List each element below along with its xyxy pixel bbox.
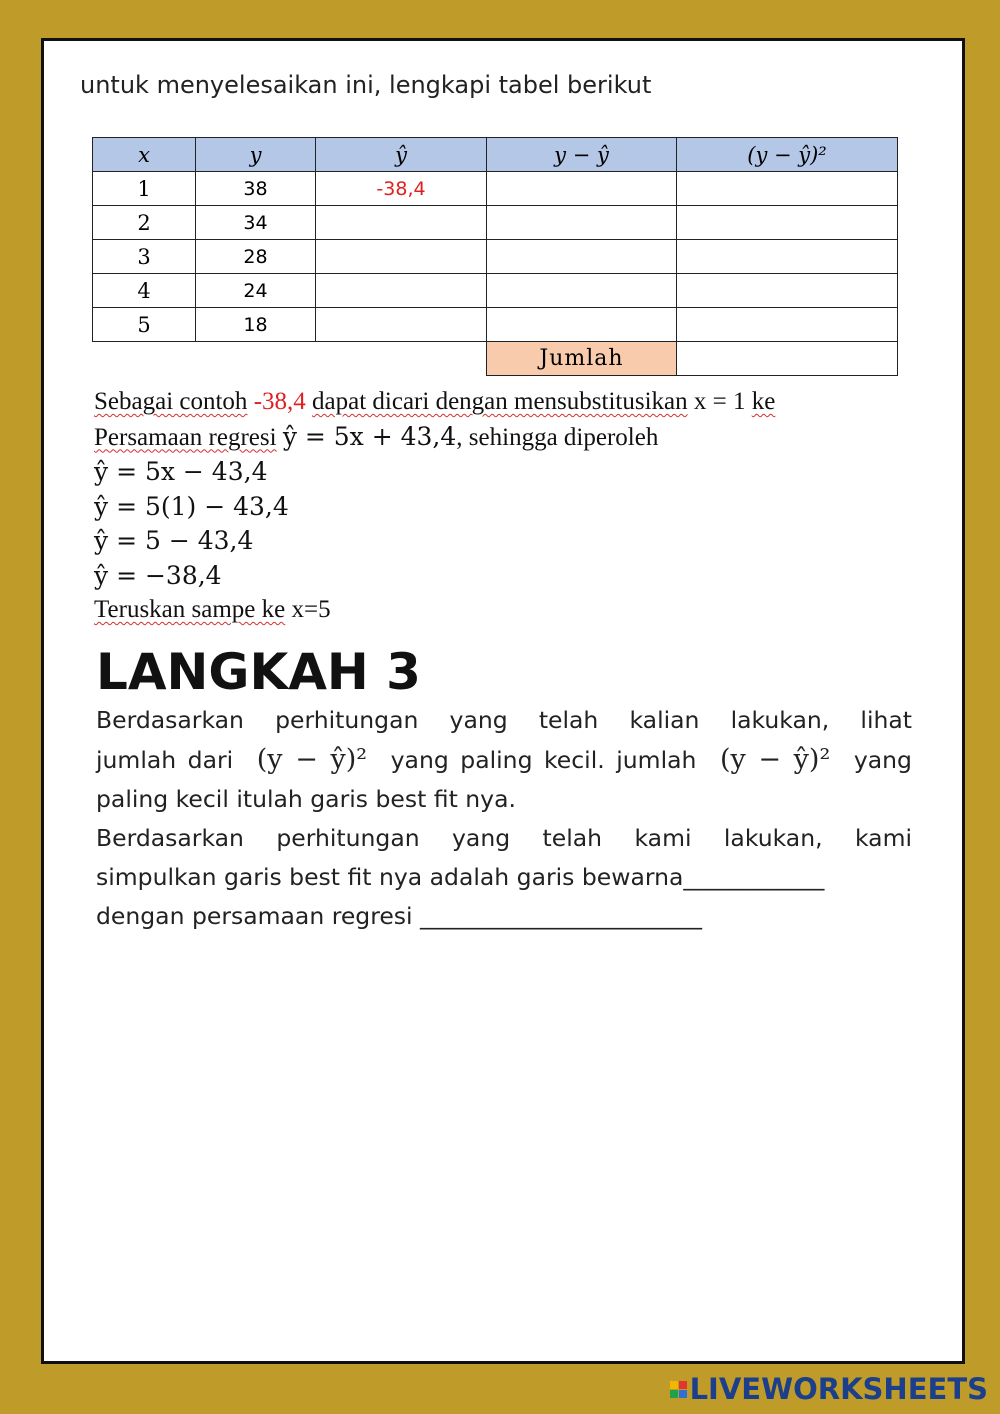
liveworksheets-logo[interactable] <box>670 1372 988 1406</box>
cell-x: 2 <box>93 206 196 240</box>
header-y: y <box>196 138 316 172</box>
para-text: yang paling kecil. jumlah <box>390 746 697 774</box>
intro-text: untuk menyelesaikan ini, lengkapi tabel berikut <box>80 71 652 99</box>
liveworksheets-icon <box>670 1381 687 1398</box>
para1-line2 <box>96 740 912 780</box>
header-residual-squared: (y − ŷ)² <box>677 138 898 172</box>
cell-x: 3 <box>93 240 196 274</box>
para1-line3: paling kecil itulah garis best fit nya. <box>96 785 516 813</box>
empty-cell <box>316 342 487 376</box>
cell-residual-squared-input[interactable] <box>677 206 898 240</box>
cell-residual-squared-input[interactable] <box>677 172 898 206</box>
empty-cell <box>93 342 196 376</box>
formula: (y − ŷ)² <box>256 744 368 775</box>
example-text: Persamaan regresi <box>94 423 277 451</box>
empty-cell <box>196 342 316 376</box>
worked-example <box>94 385 775 628</box>
example-line-2 <box>94 420 775 456</box>
cell-y: 24 <box>196 274 316 308</box>
total-input[interactable] <box>677 342 898 376</box>
example-step: ŷ = −38,4 <box>94 560 222 590</box>
example-line-1 <box>94 385 775 420</box>
table-row <box>93 308 898 342</box>
cell-residual-input[interactable] <box>487 308 677 342</box>
cell-residual-input[interactable] <box>487 274 677 308</box>
example-text: x = 1 <box>693 388 746 415</box>
table-row <box>93 206 898 240</box>
cell-yhat-input[interactable] <box>316 240 487 274</box>
cell-residual-input[interactable] <box>487 240 677 274</box>
cell-x: 4 <box>93 274 196 308</box>
table-row <box>93 240 898 274</box>
cell-y: 38 <box>196 172 316 206</box>
total-label: Jumlah <box>487 342 677 376</box>
para2-line3[interactable]: dengan persamaan regresi ________________________ <box>96 902 703 930</box>
header-residual: y − ŷ <box>487 138 677 172</box>
cell-residual-squared-input[interactable] <box>677 240 898 274</box>
example-text: dapat dicari dengan mensubstitusikan <box>312 388 688 415</box>
example-continue <box>94 593 775 628</box>
example-step: ŷ = 5x − 43,4 <box>94 457 268 486</box>
example-text: x=5 <box>291 596 331 623</box>
step-heading: LANGKAH 3 <box>96 643 421 701</box>
table-row <box>93 274 898 308</box>
cell-yhat-input[interactable] <box>316 274 487 308</box>
cell-yhat[interactable]: -38,4 <box>316 172 487 206</box>
instructions <box>96 701 912 936</box>
example-text: ke <box>751 388 776 415</box>
example-step: ŷ = 5 − 43,4 <box>94 526 254 555</box>
cell-y: 28 <box>196 240 316 274</box>
header-yhat: ŷ <box>316 138 487 172</box>
table-header-row <box>93 138 898 172</box>
table-total-row <box>93 342 898 376</box>
regression-equation: ŷ = 5x + 43,4 <box>282 421 457 451</box>
cell-x: 5 <box>93 308 196 342</box>
para1-line1: Berdasarkan perhitungan yang telah kalian lakukan, lihat <box>96 706 912 734</box>
cell-y: 34 <box>196 206 316 240</box>
regression-table <box>92 137 898 376</box>
cell-y: 18 <box>196 308 316 342</box>
cell-residual-input[interactable] <box>487 206 677 240</box>
formula: (y − ŷ)² <box>719 744 831 775</box>
example-text: Teruskan sampe ke <box>94 596 286 623</box>
cell-yhat-input[interactable] <box>316 308 487 342</box>
cell-residual-squared-input[interactable] <box>677 274 898 308</box>
cell-residual-input[interactable] <box>487 172 677 206</box>
para2-line2[interactable]: simpulkan garis best fit nya adalah garis bewarna____________ <box>96 863 825 891</box>
example-text: , sehingga diperoleh <box>456 423 659 451</box>
cell-x: 1 <box>93 172 196 206</box>
worksheet-page <box>41 38 965 1364</box>
para2-line1: Berdasarkan perhitungan yang telah kami lakukan, kami <box>96 824 912 852</box>
brand-name: LIVEWORKSHEETS <box>689 1372 988 1406</box>
para-text: yang <box>853 746 912 774</box>
example-value: -38,4 <box>253 388 306 415</box>
table-row <box>93 172 898 206</box>
example-text: Sebagai contoh <box>94 388 248 415</box>
example-step: ŷ = 5(1) − 43,4 <box>94 491 289 521</box>
header-x: x <box>93 138 196 172</box>
para-text: jumlah dari <box>96 746 234 774</box>
cell-residual-squared-input[interactable] <box>677 308 898 342</box>
cell-yhat-input[interactable] <box>316 206 487 240</box>
